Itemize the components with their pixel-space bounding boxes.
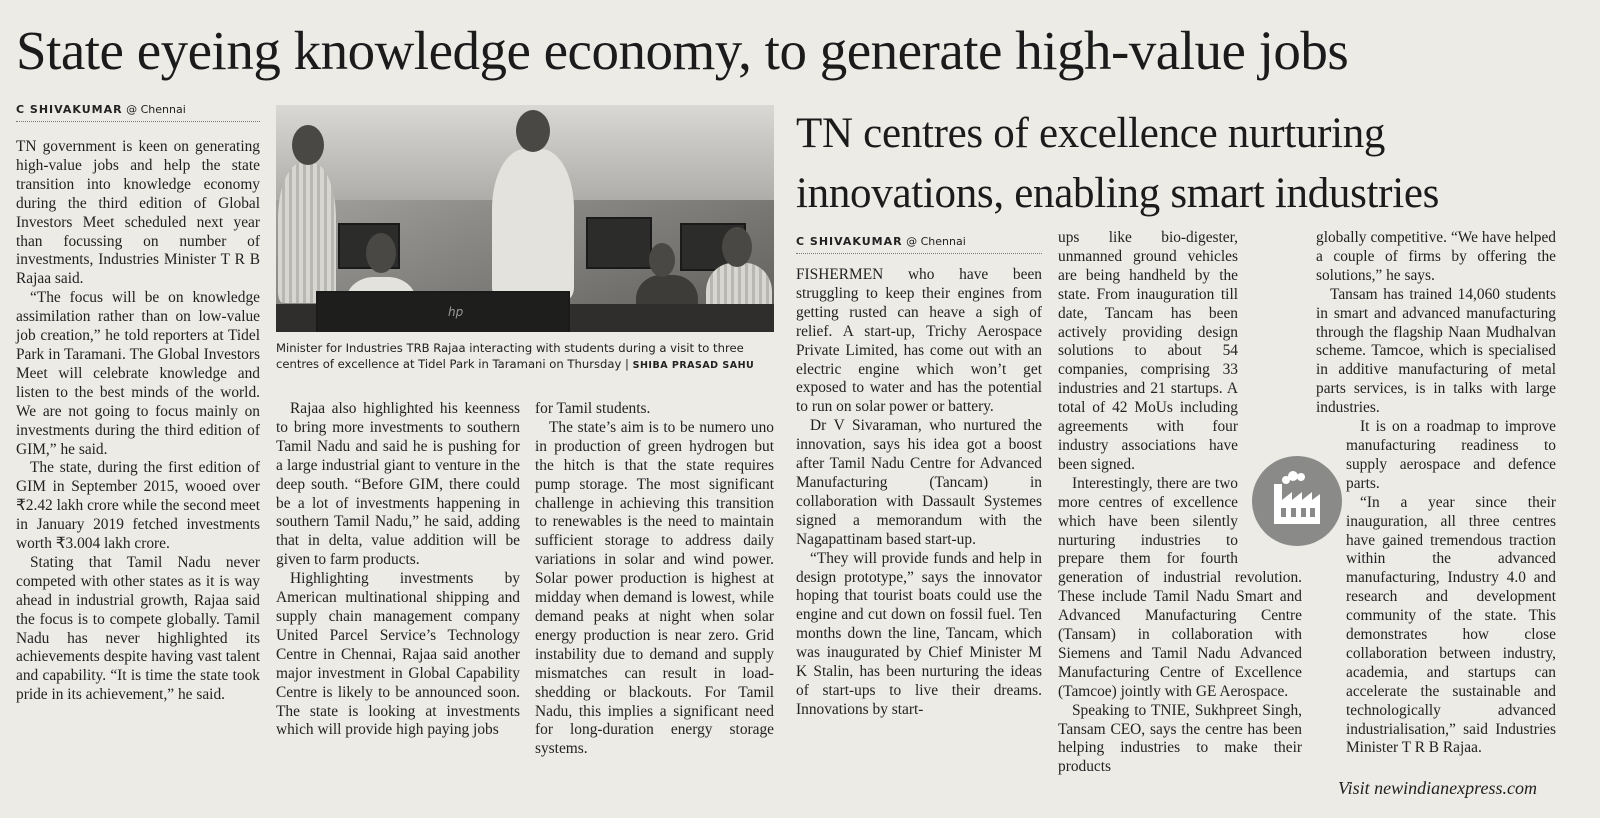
byline-rule	[16, 121, 260, 122]
article2-headline	[796, 104, 1586, 224]
article2-paragraph: “They will provide funds and help in design prototype,” says the innovator hoping that tourist boats could use the engine and cut down on fossil fuel. Ten months down the line, Tancam, which was inaugurated by Chief Minister M K Stalin, has been nurturing the ideas of start-ups to live their dreams. Innovations by start-	[796, 549, 1042, 718]
article1-paragraph: TN government is keen on generating high-value jobs and help the state transition into knowledge economy during the third edition of Global Investors Meet scheduled next year than focussing on number of investments, Industries Minister T R B Rajaa said.	[16, 138, 260, 288]
article1-paragraph: “The focus will be on knowledge assimilation rather than on low-value job creation,” he told reporters at Tidel Park in Taramani. The Global Investors Meet will celebrate knowledge and listen to the best minds of the world. We are not going to focus mainly on investments during the third edition of GIM,” he said.	[16, 289, 260, 458]
article1-column-3	[535, 400, 774, 759]
article2-column-1	[796, 266, 1042, 720]
article2-paragraph: “In a year since their inauguration, all three centres have gained tremendous traction within the advanced manufacturing, Industry 4.0 and research and development community of the state. This demonstrates how close collaboration between industry, academia, and startups can accelerate the sustainable and technologically advanced industrialisation,” said Industries Minister T R B Rajaa.	[1346, 493, 1556, 757]
main-headline: State eyeing knowledge economy, to generate high-value jobs	[16, 20, 1349, 81]
photo-person-head	[516, 110, 550, 152]
article2-paragraph: Tansam has trained 14,060 students in smart and advanced manufacturing through the flagship Naan Mudhalvan scheme. Tamcoe, which is specialised in additive manufacturing of metal parts services, is in talks with large industries.	[1316, 285, 1556, 417]
article2-column-3	[1316, 229, 1556, 758]
photo-person-head	[649, 243, 675, 277]
photo-person-head	[292, 125, 324, 165]
byline-name: C SHIVAKUMAR	[16, 103, 123, 116]
byline-name: C SHIVAKUMAR	[796, 235, 903, 248]
photo-person-head	[366, 233, 396, 273]
article2-paragraph: ups like bio-digester, unmanned ground vehicles are being handheld by the state. From inauguration till date, Tancam has been actively providing design solutions to about 54 companies, comprising 33 industries and 21 startups. A total of 42 MoUs including agreements with four industry associations have been signed.	[1058, 229, 1238, 473]
article1-paragraph: for Tamil students.	[535, 400, 651, 417]
article2-paragraph: It is on a roadmap to improve manufacturing readiness to supply aerospace and defence parts.	[1346, 418, 1556, 492]
article2-paragraph: FISHERMEN who have been struggling to keep their engines from getting rusted can heave a sigh of relief. A start-up, Trichy Aerospace Private Limited, has come out with an electric engine which won’t get exposed to water and has the potential to run on solar power or battery.	[796, 266, 1042, 416]
website-link[interactable]: Visit newindianexpress.com	[1338, 778, 1537, 798]
byline-place: @ Chennai	[126, 103, 186, 116]
photo-foreground-monitor	[316, 291, 570, 332]
photo-person-standing	[492, 149, 574, 299]
article2-headline-line-2: innovations, enabling smart industries	[796, 170, 1440, 217]
article1-paragraph: The state, during the first edition of GIM in September 2015, wooed over ₹2.42 lakh crore while the second meet in January 2019 fetched investments worth ₹3.004 lakh crore.	[16, 459, 260, 553]
news-photo	[276, 105, 774, 332]
byline-place: @ Chennai	[906, 235, 966, 248]
byline-rule	[796, 253, 1042, 254]
article2-paragraph: Dr V Sivaraman, who nurtured the innovation, says his idea got a boost after Tamil Nadu Centre for Advanced Manufacturing (Tancam) in collaboration with Dassault Systemes signed a memorandum with the Nagapattinam based start-up.	[796, 417, 1042, 548]
article1-paragraph: Highlighting investments by American multinational shipping and supply chain management company United Parcel Service’s Technology Centre in Chennai, Rajaa said another major investment in Global Capability Centre is likely to be announced soon. The state is looking at investments which will provide high paying jobs	[276, 570, 520, 739]
article2-paragraph: Interestingly, there are two more centres of excellence which have been silently nurturing industries to prepare them for fourth generation of industrial revolution. These include Tamil Nadu Smart and Advanced Manufacturing Centre (Tansam) in collaboration with Siemens and Tamil Nadu Advanced Manufacturing Centre of Excellence (Tamcoe) jointly with GE Aerospace.	[1058, 474, 1302, 700]
article2-headline-line-1: TN centres of excellence nurturing	[796, 110, 1386, 157]
photo-person-head	[722, 227, 752, 267]
article1-paragraph: The state’s aim is to be numero uno in production of green hydrogen but the hitch is that the state requires pump storage. The most significant challenge in achieving this transition to renewables is the need to maintain sufficient storage to address daily variations in solar and wind power. Solar power production is highest at midday when demand is lowest, while demand peaks at night when solar energy production is near zero. Grid instability due to demand and supply mismatches can result in load-shedding or blackouts. For Tamil Nadu, this implies a significant need for long-duration energy storage systems.	[535, 418, 774, 758]
article2-paragraph: globally competitive. “We have helped a couple of firms by offering the solutions,” he says.	[1316, 229, 1556, 284]
hp-logo: hp	[448, 305, 464, 319]
article1-paragraph: Stating that Tamil Nadu never competed with other states as it is way ahead in industrial growth, Rajaa said the focus is to compete globally. Tamil Nadu has never highlighted its achievements despite having vast talent and capability. “It is time the state took pride in its achievement,” he said.	[16, 553, 260, 704]
article1-column-2	[276, 400, 520, 740]
photo-monitor	[586, 217, 652, 269]
photo-caption: Minister for Industries TRB Rajaa interacting with students during a visit to three centres of excellence at Tidel Park in Taramani on Thursday | SHIBA PRASAD SAHU	[276, 341, 755, 371]
article2-paragraph: Speaking to TNIE, Sukhpreet Singh, Tansam CEO, says the centre has been helping industries to make their products	[1058, 701, 1302, 776]
photo-person	[278, 163, 336, 303]
article1-byline	[16, 103, 186, 116]
photo-credit: SHIBA PRASAD SAHU	[632, 360, 755, 371]
article1-paragraph: Rajaa also highlighted his keenness to bring more investments to southern Tamil Nadu and said he is pushing for a large industrial giant to venture in the deep south. “Before GIM, there could be a lot of investments happening in southern Tamil Nadu,” he said, adding that in delta, value addition will be given to farm products.	[276, 400, 520, 569]
article2-byline	[796, 235, 966, 248]
caption-text: Minister for Industries TRB Rajaa interacting with students during a visit to three centres of excellence at Tidel Park in Taramani on Thursday	[276, 341, 744, 371]
article1-column-1	[16, 138, 260, 705]
